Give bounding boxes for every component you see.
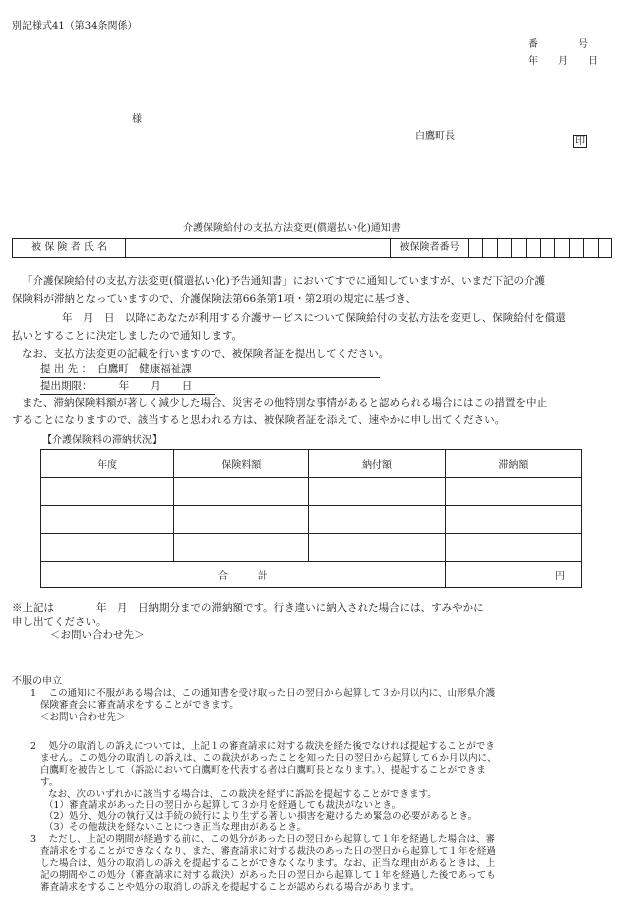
table-cell[interactable] (445, 534, 581, 562)
total-label: 合 計 (41, 562, 446, 588)
appeal-item1-contact: ＜お問い合わせ先＞ (40, 712, 126, 723)
insured-id-label: 被保険者番号 (391, 239, 469, 257)
body-para1-line1: 「介護保険給付の支払方法変更(償還払い化)予告通知書」においてすでに通知していますが、いまだ下記の介護 (22, 275, 546, 287)
notes-contact: ＜お問い合わせ先＞ (50, 629, 145, 641)
table-cell[interactable] (174, 534, 309, 562)
notes-line1: ※上記は 年 月 日納期分までの滞納額です。行き違いに納入された場合には、すみやかに (12, 602, 484, 614)
table-cell[interactable] (174, 478, 309, 506)
table-cell[interactable] (41, 534, 174, 562)
table-row (41, 534, 582, 562)
body-para1-line2: 保険料が滞納となっていますので、介護保険法第66条第1項・第2項の規定に基づき、 (12, 293, 417, 305)
insured-id-digit[interactable] (498, 239, 512, 257)
appeal-item2-line5: なお、次のいずれかに該当する場合は、この裁決を経ずに訴訟を提起することができます。 (48, 789, 437, 800)
issue-date-label: 年 月 日 (528, 56, 598, 67)
insured-id-digit[interactable] (512, 239, 526, 257)
appeal-item2-line2: ません。この処分の取消しの訴えは、この裁決があったことを知った日の翌日から起算して６か月以内に、 (40, 753, 497, 764)
appeal-item3-line3: した場合は、処分の取消しの訴えを提起することができなくなります。なお、正当な理由があるときは、上 (40, 858, 496, 869)
submit-deadline: 提出期限： 年 月 日 (40, 379, 215, 395)
appeal-item2-line3: 白鷹町を被告として（訴訟において白鷹町を代表する者は白鷹町長となります。）、提起することができま (40, 765, 486, 776)
arrears-table (40, 449, 582, 588)
total-unit[interactable]: 円 (445, 562, 581, 588)
body-para3: なお、支払方法変更の記載を行いますので、被保険者証を提出してください。 (22, 348, 390, 360)
insured-name-label: 被 保 険 者 氏 名 (13, 239, 126, 257)
table-cell[interactable] (309, 534, 445, 562)
appeal-item3-line4: 記の期間やこの処分（審査請求に対する裁決）があった日の翌日から起算して１年を経過した後であっても (40, 870, 496, 881)
table-cell[interactable] (445, 506, 581, 534)
table-cell[interactable] (309, 478, 445, 506)
appeal-item2-line1: 2 処分の取消しの訴えについては、上記１の審査請求に対する裁決を経た後でなければ提起することができ (30, 741, 495, 752)
total-row (41, 562, 582, 588)
table-row (41, 506, 582, 534)
insured-id-digit[interactable] (570, 239, 584, 257)
body-para2-line1: 年 月 日 以降にあなたが利用する介護サービスについて保険給付の支払方法を変更し、保険給付を償還 (62, 312, 566, 324)
document-title: 介護保険給付の支払方法変更(償還払い化)通知書 (183, 223, 401, 234)
appeal-sub2: （2）処分、処分の執行又は手続の続行により生ずる著しい損害を避けるため緊急の必要があるとき。 (44, 811, 478, 822)
column-header-arrears: 滞納額 (445, 450, 581, 478)
column-header-paid: 納付額 (309, 450, 445, 478)
column-header-premium: 保険料額 (174, 450, 309, 478)
issuer-title: 白鷹町長 (415, 131, 455, 142)
appeal-item1-line2: 保険審査会に審査請求をすることができます。 (40, 700, 239, 711)
insured-id-digit[interactable] (483, 239, 497, 257)
insured-id-digit[interactable] (469, 239, 483, 257)
table-cell[interactable] (41, 506, 174, 534)
document-number-label: 番 号 (528, 39, 588, 50)
appeal-item3-line2: 査請求をすることができなくなり、また、審査請求に対する裁決のあった日の翌日から起算して１年を経過 (40, 846, 496, 857)
insured-id-digit[interactable] (599, 239, 611, 257)
form-reference: 別記様式41（第34条関係） (12, 21, 138, 32)
arrears-header-row (41, 450, 582, 478)
body-para4-line1: また、滞納保険料額が著しく減少した場合、災害その他特別な事情があると認められる場合にはこの措置を中止 (22, 397, 547, 409)
insured-id-digit[interactable] (527, 239, 541, 257)
table-cell[interactable] (41, 478, 174, 506)
applicant-table (12, 238, 612, 258)
appeal-item3-line1: 3 ただし、上記の期間が経過する前に、この処分があった日の翌日から起算して１年を経過した場合は、審 (30, 834, 495, 845)
appeal-sub1: （1）審査請求があった日の翌日から起算して３か月を経過しても裁決がないとき。 (44, 800, 402, 811)
insured-id-digit[interactable] (584, 239, 598, 257)
appeal-item1-line1: 1 この通知に不服がある場合は、この通知書を受け取った日の翌日から起算して３か月以内に、山形県介護 (30, 688, 496, 699)
appeal-heading: 不服の申立 (12, 676, 62, 687)
appeal-sub3: （3）その他裁決を経ないことにつき正当な理由があるとき。 (44, 822, 306, 833)
seal-mark (573, 129, 587, 148)
appeal-item2-line4: す。 (40, 777, 59, 788)
insured-id-digit[interactable] (555, 239, 569, 257)
arrears-section-title: 【介護保険料の滞納状況】 (42, 435, 162, 446)
insured-id-digit[interactable] (541, 239, 555, 257)
notes-line2: 申し出てください。 (12, 616, 107, 628)
insured-name-field[interactable] (126, 239, 391, 257)
seal-text: 印 (575, 136, 585, 147)
addressee-honorific: 様 (132, 114, 142, 125)
table-cell[interactable] (309, 506, 445, 534)
body-para2-line2: 払いとすることに決定しましたので通知します。 (12, 330, 243, 342)
column-header-fiscal-year: 年度 (41, 450, 174, 478)
body-para4-line2: することになりますので、該当すると思われる方は、被保険者証を添えて、速やかに申し出てください。 (12, 414, 506, 426)
appeal-item3-line5: 審査請求をすることや処分の取消しの訴えを提起することが認められる場合があります。 (40, 882, 420, 893)
table-cell[interactable] (445, 478, 581, 506)
table-row (41, 478, 582, 506)
submit-to: 提 出 先 ： 白鷹町 健康福祉課 (40, 362, 380, 378)
table-cell[interactable] (174, 506, 309, 534)
